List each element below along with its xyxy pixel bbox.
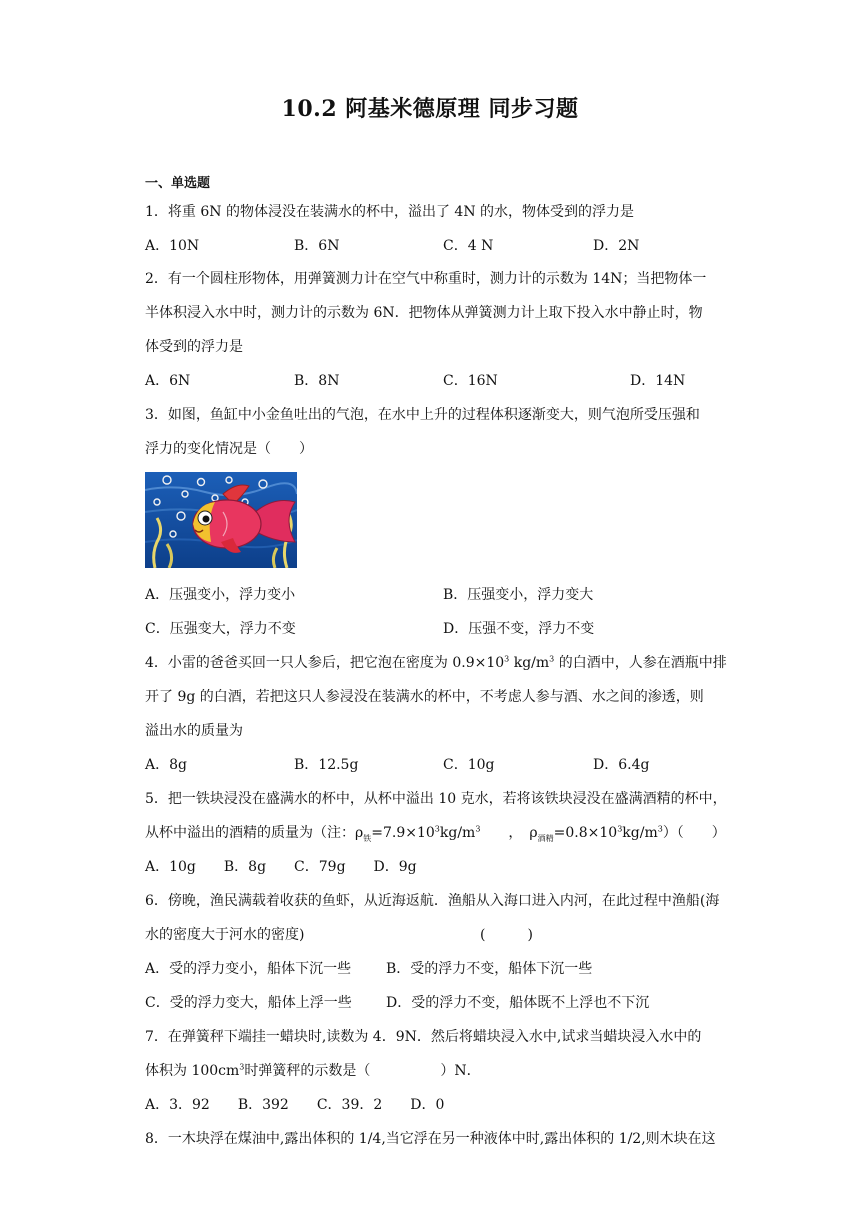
question-1-option-c: C．4 N	[443, 238, 494, 254]
question-5-options: A．10g B．8g C．79g D．9g	[145, 859, 417, 875]
question-3-option-d: D．压强不变，浮力不变	[443, 621, 595, 637]
question-3-option-b: B．压强变小，浮力变大	[443, 587, 594, 603]
q5-text-g: ）（ ）	[662, 825, 726, 841]
question-3-line-1: 3．如图，鱼缸中小金鱼吐出的气泡，在水中上升的过程体积逐渐变大，则气泡所受压强和	[145, 407, 700, 423]
question-2-option-d: D．14N	[630, 373, 686, 389]
question-7-options: A．3．92 B．392 C．39．2 D．0	[145, 1097, 445, 1113]
q7-text-b: 时弹簧秤的示数是（ ）N．	[244, 1063, 481, 1079]
question-1-text: 1．将重 6N 的物体浸没在装满水的杯中，溢出了 4N 的水，物体受到的浮力是	[145, 204, 635, 220]
question-4-option-c: C．10g	[443, 757, 495, 773]
question-3-line-2: 浮力的变化情况是（ ）	[145, 441, 313, 457]
q5-sup-4: 3	[657, 824, 663, 834]
q7-sup: 3	[239, 1062, 245, 1072]
question-2-line-1: 2．有一个圆柱形物体，用弹簧测力计在空气中称重时，测力计的示数为 14N；当把物体一	[145, 271, 707, 287]
question-2-option-a: A．6N	[145, 373, 191, 389]
question-4-line-1	[145, 652, 727, 672]
question-7-line-1: 7．在弹簧秤下端挂一蜡块时,读数为 4．9N．然后将蜡块浸入水中,试求当蜡块浸入水中的	[145, 1029, 702, 1045]
q4-text-a: 4．小雷的爸爸买回一只人参后，把它泡在密度为 0.9×10	[145, 655, 505, 671]
q4-sup-a: 3	[504, 654, 510, 664]
q5-sub-iron: 铁	[363, 833, 372, 843]
q5-text-c: kg/m	[439, 825, 476, 841]
question-4-option-a: A．8g	[145, 757, 187, 773]
question-4-option-b: B．12.5g	[294, 757, 359, 773]
q4-text-b: kg/m	[509, 655, 550, 671]
goldfish-aquarium-image	[145, 472, 297, 568]
q5-text-a: 从杯中溢出的酒精的质量为（注：ρ	[145, 825, 364, 841]
question-2-option-b: B．8N	[294, 373, 340, 389]
question-4-line-3: 溢出水的质量为	[145, 723, 243, 739]
question-3-option-c: C．压强变大，浮力不变	[145, 621, 296, 637]
q5-text-f: kg/m	[622, 825, 658, 841]
question-2-line-2: 半体积浸入水中时，测力计的示数为 6N．把物体从弹簧测力计上取下投入水中静止时，物	[145, 305, 703, 321]
q4-text-c: 的白酒中，人参在酒瓶中排	[554, 655, 727, 671]
q7-text-a: 体积为 100cm	[145, 1063, 240, 1079]
q5-text-e: =0.8×10	[553, 825, 618, 841]
question-1-option-a: A．10N	[145, 238, 200, 254]
q5-sub-alcohol: 酒精	[537, 833, 554, 843]
question-8-line-1: 8．一木块浮在煤油中,露出体积的 1/4,当它浮在另一种液体中时,露出体积的 1/2,则木块在这	[145, 1131, 716, 1147]
question-4-line-2: 开了 9g 的白酒，若把这只人参浸没在装满水的杯中，不考虑人参与酒、水之间的渗透，则	[145, 689, 704, 705]
question-6-option-b: B．受的浮力不变，船体下沉一些	[386, 961, 593, 977]
question-7-line-2	[145, 1060, 481, 1080]
question-1-option-b: B．6N	[294, 238, 340, 254]
question-6-line-2: 水的密度大于河水的密度)	[145, 927, 305, 943]
question-5-line-1: 5．把一铁块浸没在盛满水的杯中，从杯中溢出 10 克水，若将该铁块浸没在盛满酒精的杯中，	[145, 791, 727, 807]
q5-sup-2: 3	[475, 824, 481, 834]
question-6-option-a: A．受的浮力变小，船体下沉一些	[145, 961, 352, 977]
page-title: 10.2 阿基米德原理 同步习题	[281, 96, 579, 122]
question-1-option-d: D．2N	[593, 238, 640, 254]
q5-sup-1: 3	[434, 824, 440, 834]
question-2-option-c: C．16N	[443, 373, 498, 389]
question-3-option-a: A．压强变小，浮力变小	[145, 587, 296, 603]
question-6-answer-blank: ( )	[480, 927, 533, 943]
question-6-option-d: D．受的浮力不变，船体既不上浮也不下沉	[386, 995, 650, 1011]
question-6-option-c: C．受的浮力变大，船体上浮一些	[145, 995, 352, 1011]
q5-text-b: =7.9×10	[371, 825, 435, 841]
question-2-line-3: 体受到的浮力是	[145, 339, 243, 355]
question-4-option-d: D．6.4g	[593, 757, 650, 773]
question-5-line-2	[145, 822, 726, 844]
q5-sup-3: 3	[617, 824, 623, 834]
section-heading: 一、单选题	[145, 176, 211, 191]
q5-text-d: ， ρ	[480, 825, 538, 841]
question-6-line-1: 6．傍晚，渔民满载着收获的鱼虾，从近海返航．渔船从入海口进入内河，在此过程中渔船(海	[145, 893, 720, 909]
q4-sup-b: 3	[549, 654, 555, 664]
